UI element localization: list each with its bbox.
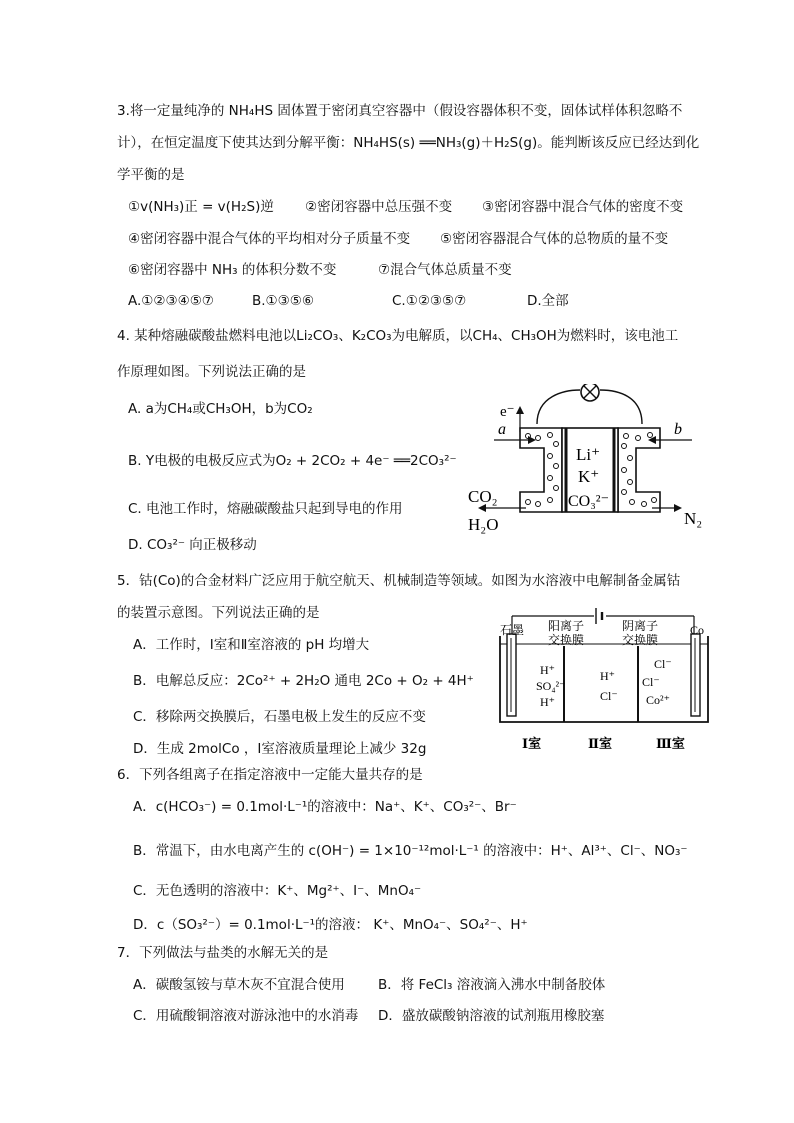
q3-option-c: C.①②③⑤⑦	[392, 293, 467, 309]
n2-label: N₂	[684, 509, 703, 528]
carbonate-ion-label: CO₃²⁻	[568, 493, 610, 510]
cation-membrane-label-2: 交换膜	[548, 633, 585, 647]
room1-label: Ⅰ室	[522, 736, 542, 751]
q5-option-c: C．移除两交换膜后，石墨电极上发生的反应不变	[133, 709, 426, 725]
q3-option-a: A.①②③④⑤⑦	[128, 293, 214, 309]
q5-stem-line2: 的装置示意图。下列说法正确的是	[117, 605, 320, 621]
q5-option-b: B．电解总反应：2Co²⁺ + 2H₂O 通电 2Co + O₂ + 4H⁺	[133, 673, 474, 689]
k-ion-label: K⁺	[578, 467, 600, 486]
q5-stem-line1: 5．钴(Co)的合金材料广泛应用于航空航天、机械制造等领域。如图为水溶液中电解制备金属钴	[117, 573, 681, 589]
q6-option-a: A．c(HCO₃⁻) = 0.1mol·L⁻¹的溶液中：Na⁺、K⁺、CO₃²⁻、Br⁻	[133, 799, 517, 815]
q3-stem-line3: 学平衡的是	[117, 167, 185, 183]
graphite-label: 石墨	[500, 623, 525, 637]
q7-option-d: D．盛放碳酸钠溶液的试剂瓶用橡胶塞	[378, 1008, 605, 1024]
fuel-cell-diagram	[462, 384, 718, 540]
q3-condition-1: ①v(NH₃)正 = v(H₂S)逆	[128, 199, 274, 215]
q5-option-d: D．生成 2molCo ，Ⅰ室溶液质量理论上减少 32g	[133, 741, 427, 757]
q6-option-b: B．常温下，由水电离产生的 c(OH⁻) = 1×10⁻¹²mol·L⁻¹ 的溶液中：H⁺、Al³⁺、Cl⁻、NO₃⁻	[133, 843, 688, 859]
cation-membrane-label-1: 阳离子	[548, 619, 585, 633]
q6-stem: 6．下列各组离子在指定溶液中一定能大量共存的是	[117, 767, 423, 783]
circuit-wire-right	[600, 390, 642, 424]
q6-option-d: D．c（SO₃²⁻）= 0.1mol·L⁻¹的溶液： K⁺、MnO₄⁻、SO₄²⁻、H⁺	[133, 917, 528, 933]
room1-so4-label: SO₄²⁻	[536, 679, 566, 693]
q4-option-c: C. 电池工作时，熔融碳酸盐只起到导电的作用	[128, 501, 403, 517]
electron-label: e⁻	[500, 404, 515, 420]
q3-condition-2: ②密闭容器中总压强不变	[305, 199, 453, 215]
inlet-a-label: a	[498, 421, 506, 438]
x-electrode	[520, 428, 562, 512]
q7-option-b: B．将 FeCl₃ 溶液滴入沸水中制备胶体	[378, 977, 606, 993]
q3-option-d: D.全部	[527, 293, 569, 309]
room3-cl1-label: Cl⁻	[654, 657, 672, 671]
q7-stem: 7．下列做法与盐类的水解无关的是	[117, 945, 329, 961]
q7-option-a: A．碳酸氢铵与草木灰不宜混合使用	[133, 977, 345, 993]
q6-option-c: C．无色透明的溶液中：K⁺、Mg²⁺、I⁻、MnO₄⁻	[133, 883, 422, 899]
q3-condition-6: ⑥密闭容器中 NH₃ 的体积分数不变	[128, 262, 337, 278]
q4-stem-line1: 4. 某种熔融碳酸盐燃料电池以Li₂CO₃、K₂CO₃为电解质，以CH₄、CH₃OH为燃料时，该电池工	[117, 328, 679, 344]
q4-option-b: B. Y电极的电极反应式为O₂ + 2CO₂ + 4e⁻ ══2CO₃²⁻	[128, 453, 457, 469]
li-ion-label: Li⁺	[576, 445, 601, 464]
room1-h2-label: H⁺	[540, 695, 555, 709]
room3-co-label: Co²⁺	[646, 693, 670, 707]
circuit-wire-left	[537, 390, 580, 424]
room2-h-label: H⁺	[600, 669, 615, 683]
q7-option-c: C．用硫酸铜溶液对游泳池中的水消毒	[133, 1008, 359, 1024]
q3-option-b: B.①③⑤⑥	[252, 293, 314, 309]
anion-membrane-label-1: 阴离子	[622, 619, 659, 633]
room2-cl-label: Cl⁻	[600, 689, 618, 703]
q4-option-a: A. a为CH₄或CH₃OH，b为CO₂	[128, 401, 313, 417]
q3-condition-4: ④密闭容器中混合气体的平均相对分子质量不变	[128, 231, 411, 247]
room1-h-label: H⁺	[540, 663, 555, 677]
q3-condition-7: ⑦混合气体总质量不变	[378, 262, 512, 278]
q3-stem-line1: 3.将一定量纯净的 NH₄HS 固体置于密闭真空容器中（假设容器体积不变，固体试样体积忽略不	[117, 103, 683, 119]
room3-cl2-label: Cl⁻	[642, 675, 660, 689]
h2o-label: H₂O	[468, 515, 499, 534]
q4-option-d: D. CO₃²⁻ 向正极移动	[128, 537, 257, 553]
q3-condition-3: ③密闭容器中混合气体的密度不变	[482, 199, 684, 215]
q5-option-a: A．工作时，Ⅰ室和Ⅱ室溶液的 pH 均增大	[133, 637, 370, 653]
q4-stem-line2: 作原理如图。下列说法正确的是	[117, 364, 306, 380]
co2-label: CO₂	[468, 487, 498, 506]
room2-label: Ⅱ室	[588, 736, 612, 751]
electrolysis-diagram	[496, 604, 718, 756]
q3-stem-line2: 计），在恒定温度下使其达到分解平衡：NH₄HS(s) ══NH₃(g)＋H₂S(g)。能判断该反应已经达到化	[117, 135, 700, 151]
room3-label: Ⅲ室	[656, 736, 685, 751]
anion-membrane-label-2: 交换膜	[622, 633, 659, 647]
co-label: Co	[690, 623, 705, 637]
inlet-b-label: b	[674, 421, 682, 438]
q3-condition-5: ⑤密闭容器混合气体的总物质的量不变	[440, 231, 669, 247]
